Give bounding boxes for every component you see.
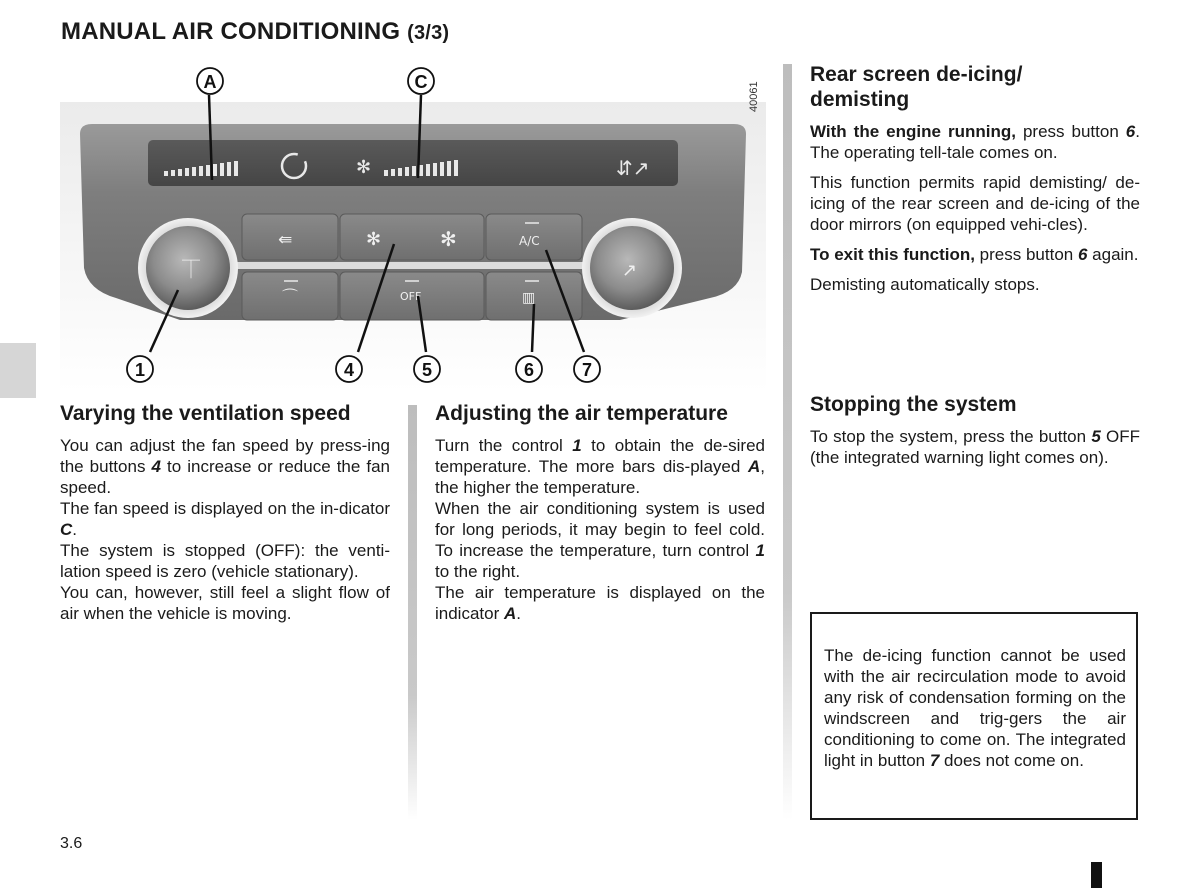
callout-4: 4: [343, 360, 355, 380]
recirculation-button-icon: ⇚: [278, 230, 293, 250]
svg-text:✻: ✻: [356, 157, 372, 178]
page-title: MANUAL AIR CONDITIONING (3/3): [61, 18, 450, 45]
rear-screen-body: [810, 121, 1140, 295]
stopping-body: [810, 426, 1140, 468]
control-panel-illustration: [60, 62, 766, 392]
temperature-body: [435, 435, 765, 624]
column-divider-left: [408, 405, 417, 820]
temperature-p3: The air temperature is displayed on the indicator A.: [435, 583, 765, 623]
ventilation-p4: You can, however, still feel a slight flow of air when the vehicle is moving.: [60, 583, 390, 623]
windscreen-demist-icon: ⌒: [282, 287, 299, 306]
ac-telltale: [525, 222, 539, 224]
rear-screen-p4: Demisting automatically stops.: [810, 275, 1040, 294]
chapter-tab: [0, 343, 36, 398]
page-title-suffix: (3/3): [407, 22, 450, 44]
column-divider-right: [783, 64, 792, 820]
fan-increase-icon: ✻: [440, 227, 457, 251]
ventilation-section: [60, 401, 390, 624]
off-telltale: [405, 280, 419, 282]
ventilation-p3: The system is stopped (OFF): the venti-lation speed is zero (vehicle stationary).: [60, 541, 390, 581]
stopping-heading: Stopping the system: [810, 393, 1017, 416]
distribution-knob-icon: ↗: [622, 260, 638, 281]
temperature-p2: When the air conditioning system is used for long periods, it may begin to feel cold. To increase the temperature, turn control 1 to the right.: [435, 499, 765, 581]
note-text: The de-icing function cannot be used with the air recirculation mode to avoid any risk of condensation forming on the windscreen and trig-gers the air conditioning to come on. The integrated light in button 7 does not come on.: [824, 646, 1126, 770]
ventilation-p2: The fan speed is displayed on the in-dicator C.: [60, 499, 390, 539]
fan-decrease-icon: ✻: [366, 229, 382, 250]
rear-screen-p2: This function permits rapid demisting/ de-icing of the rear screen and de-icing of the door mirrors (on equipped vehi-cles).: [810, 173, 1140, 234]
rear-demist-telltale: [525, 280, 539, 282]
off-button-label: OFF: [400, 290, 422, 303]
callout-1: 1: [134, 360, 146, 380]
thermometer-icon: ⏉: [182, 260, 200, 281]
stopping-section: [810, 392, 1140, 468]
callout-a: A: [203, 72, 217, 92]
rear-screen-heading: Rear screen de-icing/ demisting: [810, 63, 1023, 111]
rear-screen-p3: To exit this function, press button 6 again.: [810, 245, 1139, 264]
stopping-p1: To stop the system, press the button 5 OFF (the integrated warning light comes on).: [810, 427, 1140, 467]
callout-6: 6: [523, 360, 535, 380]
temperature-p1: Turn the control 1 to obtain the de-sired temperature. The more bars dis-played A, the higher the temperature.: [435, 436, 765, 497]
ventilation-heading: Varying the ventilation speed: [60, 402, 351, 425]
temperature-heading: Adjusting the air temperature: [435, 402, 728, 425]
ventilation-body: [60, 435, 390, 624]
callout-5: 5: [421, 360, 433, 380]
rear-screen-p1: With the engine running, press button 6. The operating tell-tale comes on.: [810, 122, 1140, 162]
ventilation-p1: You can adjust the fan speed by press-ing the buttons 4 to increase or reduce the fan speed.: [60, 436, 390, 497]
temperature-section: [435, 401, 765, 624]
air-distribution-icon: ⇵↗: [616, 156, 650, 180]
figure-reference-code: 40061: [748, 81, 760, 112]
callout-c: C: [414, 72, 428, 92]
page-edge-marker: [1091, 862, 1102, 888]
rear-screen-demist-icon: ▥: [522, 290, 536, 306]
page-number: 3.6: [60, 835, 83, 852]
callout-7: 7: [581, 360, 593, 380]
ac-button-label: A/C: [519, 234, 540, 248]
rear-screen-section: [810, 62, 1140, 295]
